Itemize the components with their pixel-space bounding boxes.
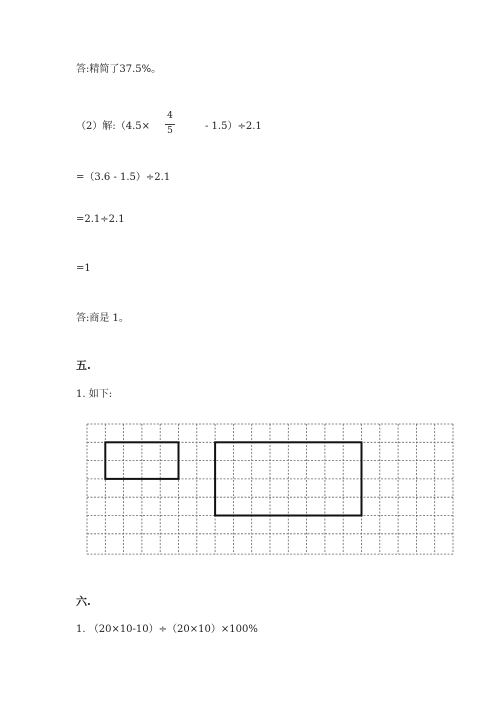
solution-2-prefix: （2）解:（4.5× [76,121,151,132]
solution-2-suffix: - 1.5）÷2.1 [205,121,262,132]
section-6-item-1: 1. （20×10-10）÷（20×10）×100% [76,624,258,635]
step-line-2: =2.1÷2.1 [76,214,125,225]
step-line-1: =（3.6 - 1.5）÷2.1 [76,172,171,183]
section-5-item-1: 1. 如下: [76,389,113,400]
grid-figure [86,422,460,566]
answer-line-2: 答:商是 1。 [76,313,129,324]
fraction-denominator: 5 [167,126,173,136]
fraction-numerator: 4 [167,111,173,121]
step-line-3: =1 [76,263,91,274]
section-5-heading: 五. [76,359,91,372]
answer-line-1: 答:精简了37.5%。 [76,64,162,75]
grid-svg [86,422,460,562]
fraction-bar [165,124,175,125]
section-6-heading: 六. [76,595,91,608]
